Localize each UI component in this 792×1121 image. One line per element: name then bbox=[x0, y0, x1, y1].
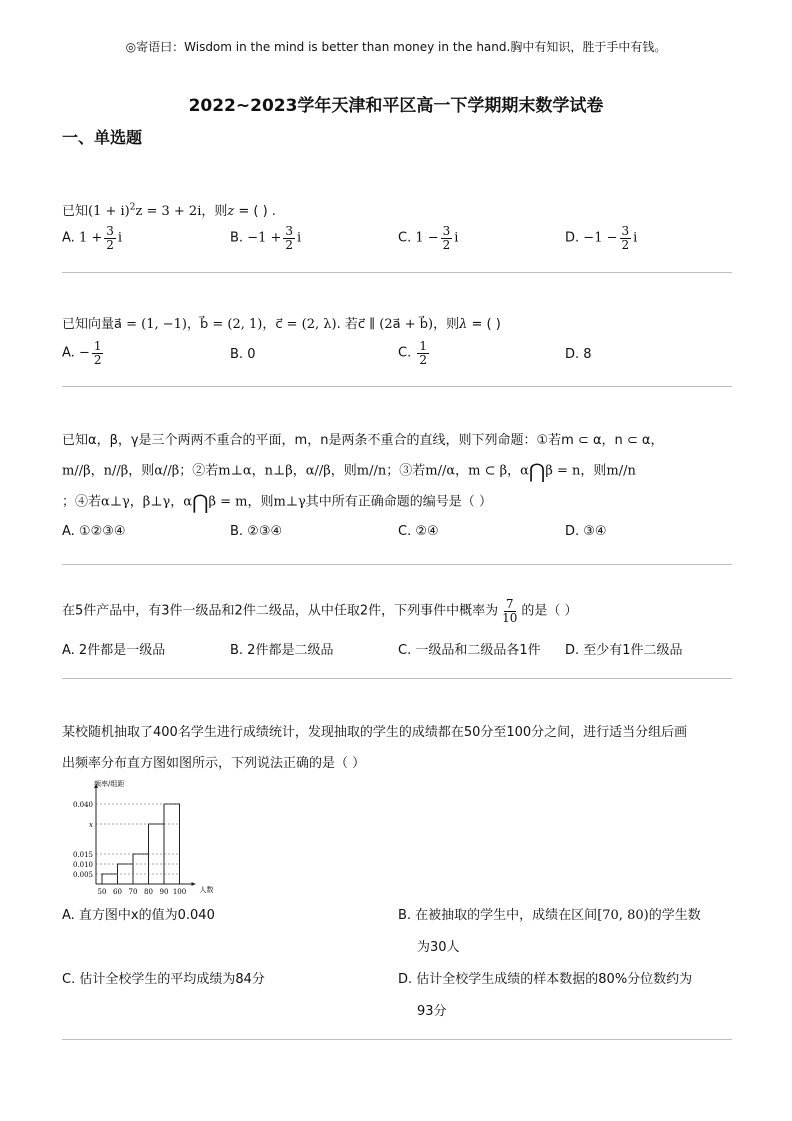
histogram-bar bbox=[164, 804, 180, 884]
histogram-bar bbox=[133, 854, 149, 884]
q2-d-val: 8 bbox=[583, 347, 592, 362]
q3-line3-b: β = m，则m⊥γ其中所有正确命题的编号是（ ） bbox=[208, 494, 492, 510]
x-tick-label: 100 bbox=[172, 888, 187, 896]
q2-stem-b: . 若 bbox=[336, 317, 358, 332]
q2-c-den: 2 bbox=[419, 352, 427, 367]
q2-vec-a: a⃗ = (1, −1) bbox=[114, 317, 187, 332]
q2-cond: c⃗ ∥ (2a⃗ + b⃗) bbox=[357, 317, 434, 332]
q5-option-d[interactable]: D. 估计全校学生成绩的样本数据的80%分位数约为 bbox=[398, 972, 693, 987]
q1-c-num: 3 bbox=[442, 224, 451, 238]
q2-a-frac bbox=[92, 340, 104, 366]
q4-stem bbox=[62, 598, 578, 624]
q2-vec-b: b⃗ = (2, 1) bbox=[200, 317, 263, 332]
q4-p-num: 7 bbox=[505, 597, 514, 611]
q2-stem bbox=[62, 313, 501, 332]
q3-line1: 已知α，β，γ是三个两两不重合的平面，m，n是两条不重合的直线，则下列命题：①若m ⊂ α，n ⊂ α， bbox=[62, 433, 664, 448]
divider bbox=[62, 1039, 732, 1040]
q3-line2-b: β = n，则m//n bbox=[545, 463, 636, 479]
y-tick-label: 0.015 bbox=[72, 851, 93, 859]
q1-b-suf: i bbox=[297, 230, 302, 246]
q1-b-num: 3 bbox=[285, 224, 294, 238]
q2-lambda: λ bbox=[459, 317, 468, 332]
q2-c-frac bbox=[417, 340, 429, 366]
q2-a-den: 2 bbox=[93, 352, 102, 367]
q3-option-d[interactable]: D. ③④ bbox=[565, 524, 607, 539]
q2-stem-c: ，则 bbox=[433, 317, 460, 332]
q1-stem-expr: (1 + i) bbox=[88, 204, 130, 219]
frequency-histogram bbox=[62, 780, 242, 900]
q4-stem-b: 的是（ ） bbox=[521, 603, 578, 619]
q3-line3 bbox=[62, 490, 492, 514]
q2-sep1: ， bbox=[186, 317, 200, 332]
q1-option-a[interactable] bbox=[62, 225, 122, 251]
x-tick-label: 60 bbox=[113, 888, 122, 896]
q5-b-interval: [70, 80) bbox=[597, 908, 649, 923]
divider bbox=[62, 386, 732, 387]
q5-b-text-a: B. 在被抽取的学生中，成绩在区间 bbox=[398, 908, 598, 923]
x-tick-label: 80 bbox=[144, 888, 153, 896]
q2-a-num: 1 bbox=[93, 339, 102, 353]
q1-c-frac bbox=[441, 225, 453, 251]
q1-a-pre: 1 + bbox=[78, 230, 103, 246]
q2-b-label: B. bbox=[230, 347, 244, 362]
q5-line1: 某校随机抽取了400名学生进行成绩统计，发现抽取的学生的成绩都在50分至100分之间，进行适当分组后画 bbox=[62, 725, 688, 740]
q1-d-frac bbox=[620, 225, 632, 251]
q4-option-c[interactable]: C. 一级品和二级品各1件 bbox=[398, 643, 541, 658]
q2-c-num: 1 bbox=[419, 339, 427, 353]
q1-b-label: B. bbox=[230, 230, 244, 246]
q1-d-label: D. bbox=[565, 230, 580, 246]
q4-prob-frac bbox=[500, 598, 519, 624]
q2-option-c[interactable] bbox=[398, 340, 431, 366]
q3-line3-cap: ⋂ bbox=[192, 490, 209, 514]
y-tick-label: x bbox=[89, 821, 93, 829]
q1-option-b[interactable] bbox=[230, 225, 301, 251]
q1-c-den: 2 bbox=[442, 237, 451, 252]
q1-a-num: 3 bbox=[106, 224, 114, 238]
q2-a-pre: − bbox=[78, 345, 90, 361]
divider bbox=[62, 678, 732, 679]
header-quote: ◎寄语曰：Wisdom in the mind is better than money in the hand.胸中有知识，胜于手中有钱。 bbox=[125, 40, 667, 54]
q4-option-b[interactable]: B. 2件都是二级品 bbox=[230, 643, 334, 658]
q3-option-c[interactable]: C. ②④ bbox=[398, 524, 439, 539]
q1-a-suf: i bbox=[117, 230, 123, 246]
q3-line2-a: m//β，n//β，则α//β；②若m⊥α，n⊥β，α//β，则m//n；③若m//α，m ⊂ β，α bbox=[62, 463, 529, 479]
x-tick-label: 70 bbox=[128, 888, 138, 896]
q1-b-frac bbox=[283, 225, 295, 251]
q1-c-label: C. bbox=[398, 230, 412, 246]
q1-stem-exp: 2 bbox=[129, 202, 136, 213]
x-tick-label: 50 bbox=[97, 888, 107, 896]
q5-b-text-b: 的学生数 bbox=[648, 908, 701, 923]
q2-stem-a: 已知向量 bbox=[62, 317, 115, 332]
q1-a-den: 2 bbox=[106, 237, 114, 252]
q1-d-pre: −1 − bbox=[583, 230, 618, 246]
q2-vec-c: c⃗ = (2, λ) bbox=[275, 317, 337, 332]
q2-c-label: C. bbox=[398, 345, 412, 361]
q3-line2 bbox=[62, 459, 636, 483]
q3-line3-a: ；④若α⊥γ，β⊥γ，α bbox=[62, 494, 193, 510]
y-axis-label: 频率/组距 bbox=[94, 780, 125, 788]
q1-option-c[interactable] bbox=[398, 225, 458, 251]
q2-b-val: 0 bbox=[247, 347, 256, 362]
q5-option-b-cont: 为30人 bbox=[417, 940, 460, 955]
q1-d-num: 3 bbox=[621, 224, 630, 238]
q2-option-d[interactable] bbox=[565, 347, 592, 362]
q2-d-label: D. bbox=[565, 347, 580, 362]
q1-stem bbox=[62, 200, 276, 219]
q1-b-pre: −1 + bbox=[247, 230, 282, 246]
q1-d-suf: i bbox=[633, 230, 638, 246]
q1-option-d[interactable] bbox=[565, 225, 637, 251]
q2-stem-d: = ( ) bbox=[467, 317, 501, 332]
divider bbox=[62, 272, 732, 273]
q1-b-den: 2 bbox=[285, 237, 294, 252]
q1-stem-mid: ，则 bbox=[201, 204, 228, 219]
q3-line2-cap: ⋂ bbox=[528, 459, 546, 483]
q1-stem-prefix: 已知 bbox=[62, 204, 89, 219]
q5-option-d-cont: 93分 bbox=[417, 1004, 447, 1019]
divider bbox=[62, 564, 732, 565]
q2-option-a[interactable] bbox=[62, 340, 105, 366]
y-tick-label: 0.005 bbox=[72, 871, 93, 879]
q1-stem-var: z bbox=[227, 204, 235, 219]
q5-option-b[interactable] bbox=[398, 904, 701, 923]
page-title: 2022~2023学年天津和平区高一下学期期末数学试卷 bbox=[188, 96, 604, 116]
q5-option-c[interactable]: C. 估计全校学生的平均成绩为84分 bbox=[62, 972, 265, 987]
q4-option-d[interactable]: D. 至少有1件二级品 bbox=[565, 643, 683, 658]
x-tick-label: 90 bbox=[159, 888, 169, 896]
histogram-bar bbox=[102, 874, 118, 884]
x-axis-label: 人数 bbox=[199, 886, 214, 894]
q1-c-pre: 1 − bbox=[415, 230, 439, 246]
q1-a-label: A. bbox=[62, 230, 75, 246]
q2-a-label: A. bbox=[62, 345, 75, 361]
q1-c-suf: i bbox=[454, 230, 459, 246]
y-tick-label: 0.010 bbox=[72, 861, 93, 869]
x-axis-arrow bbox=[192, 882, 196, 886]
q3-option-a[interactable]: A. ①②③④ bbox=[62, 524, 126, 539]
q4-option-a[interactable]: A. 2件都是一级品 bbox=[62, 643, 166, 658]
q3-option-b[interactable]: B. ②③④ bbox=[230, 524, 283, 539]
q2-sep2: ， bbox=[262, 317, 276, 332]
q4-stem-a: 在5件产品中，有3件一级品和2件二级品，从中任取2件，下列事件中概率为 bbox=[62, 603, 499, 619]
q1-d-den: 2 bbox=[621, 237, 630, 252]
q5-option-a[interactable]: A. 直方图中x的值为0.040 bbox=[62, 908, 215, 923]
q1-stem-end: = ( ) . bbox=[234, 204, 276, 219]
q2-option-b[interactable] bbox=[230, 347, 255, 362]
q5-line2: 出频率分布直方图如图所示，下列说法正确的是（ ） bbox=[62, 756, 366, 771]
q4-p-den: 10 bbox=[502, 610, 518, 625]
y-tick-label: 0.040 bbox=[72, 801, 93, 809]
q1-stem-expr2: z = 3 + 2i bbox=[135, 204, 202, 219]
q1-a-frac bbox=[104, 225, 116, 251]
section-title: 一、单选题 bbox=[62, 128, 143, 147]
